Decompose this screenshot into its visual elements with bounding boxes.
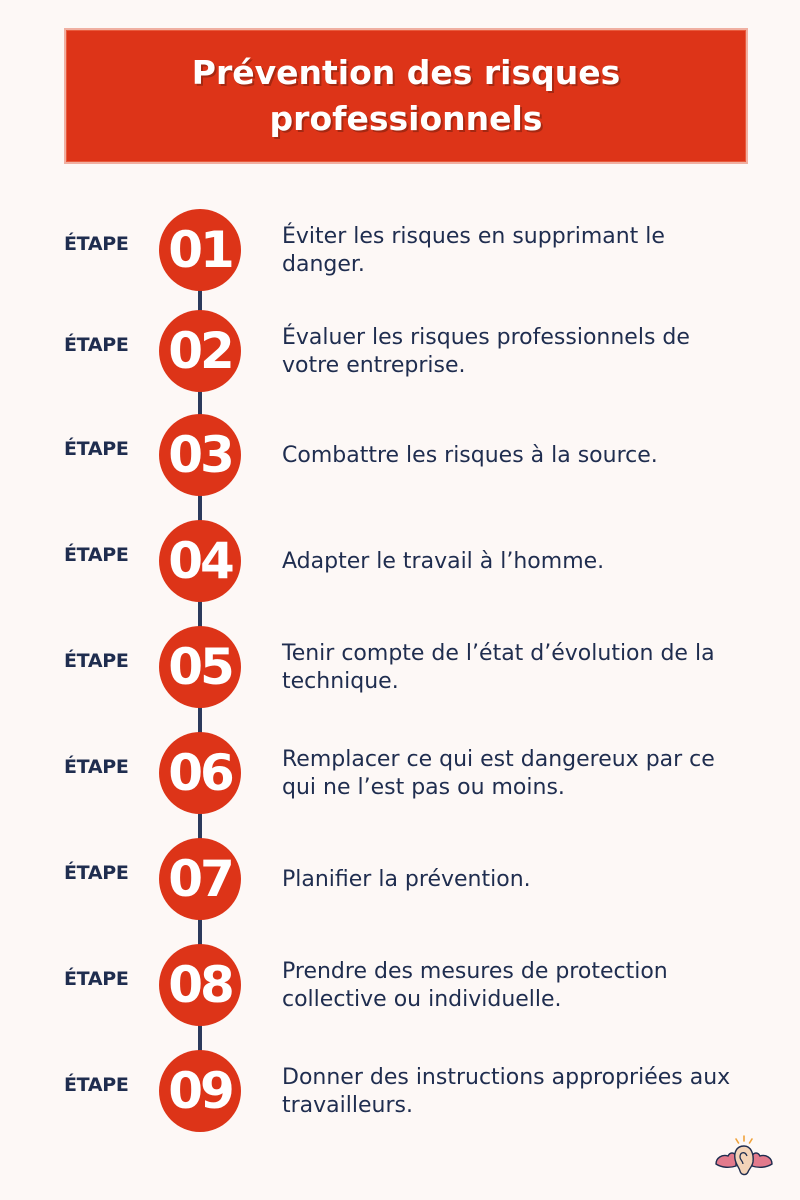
step-number: 01 bbox=[168, 221, 232, 279]
step-number: 08 bbox=[168, 956, 232, 1014]
step-label: ÉTAPE bbox=[64, 1074, 129, 1096]
step-item bbox=[0, 838, 800, 920]
step-label: ÉTAPE bbox=[64, 650, 129, 672]
step-label: ÉTAPE bbox=[64, 233, 129, 255]
step-number: 06 bbox=[168, 744, 232, 802]
step-label: ÉTAPE bbox=[64, 968, 129, 990]
step-description: Adapter le travail à l’homme. bbox=[282, 549, 605, 574]
step-number: 05 bbox=[168, 638, 232, 696]
step-item bbox=[0, 1050, 800, 1132]
step-description: Combattre les risques à la source. bbox=[282, 443, 658, 468]
step-item bbox=[0, 520, 800, 602]
step-description: Donner des instructions appropriées aux travailleurs. bbox=[282, 1065, 731, 1118]
step-label: ÉTAPE bbox=[64, 438, 129, 460]
step-number: 04 bbox=[168, 532, 232, 590]
step-description: Éviter les risques en supprimant le danger. bbox=[282, 224, 665, 277]
step-label: ÉTAPE bbox=[64, 544, 129, 566]
step-description: Remplacer ce qui est dangereux par ce qui ne l’est pas ou moins. bbox=[282, 747, 715, 800]
step-number: 07 bbox=[168, 850, 232, 908]
step-item bbox=[0, 414, 800, 496]
title-banner bbox=[64, 28, 748, 164]
step-number: 09 bbox=[168, 1062, 232, 1120]
step-description: Tenir compte de l’état d’évolution de la technique. bbox=[282, 641, 715, 694]
ear-with-muscle-arms-icon bbox=[712, 1134, 776, 1178]
step-item bbox=[0, 310, 800, 392]
step-item bbox=[0, 944, 800, 1026]
step-label: ÉTAPE bbox=[64, 756, 129, 778]
step-label: ÉTAPE bbox=[64, 862, 129, 884]
step-description: Planifier la prévention. bbox=[282, 867, 531, 892]
step-description: Évaluer les risques professionnels de votre entreprise. bbox=[282, 325, 690, 378]
step-description: Prendre des mesures de protection collective ou individuelle. bbox=[282, 959, 668, 1012]
step-item bbox=[0, 732, 800, 814]
step-number: 02 bbox=[168, 322, 232, 380]
step-label: ÉTAPE bbox=[64, 334, 129, 356]
step-item bbox=[0, 626, 800, 708]
page-title: Prévention des risques professionnels bbox=[191, 53, 621, 138]
step-number: 03 bbox=[168, 426, 232, 484]
step-item bbox=[0, 209, 800, 291]
